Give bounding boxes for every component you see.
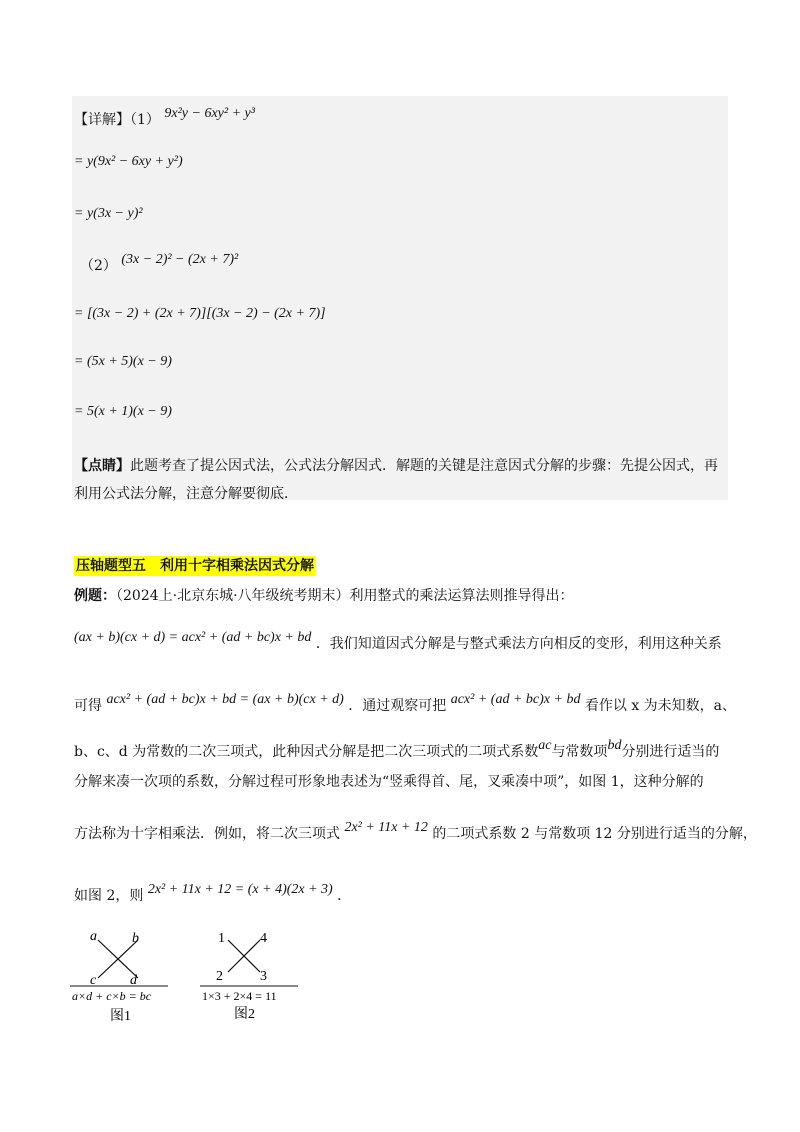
- step-4: = (5x + 5)(x − 9): [74, 354, 172, 369]
- fig2-result: 1×3 + 2×4 = 11: [202, 989, 277, 1003]
- solution-line-part2: [80, 252, 239, 277]
- formula-ac: ac: [538, 738, 552, 753]
- formula-3: acx² + (ad + bc)x + bd: [450, 692, 581, 707]
- example-label: 例题：: [74, 588, 116, 604]
- example-line-4: b、c、d 为常数的二次三项式，此种因式分解是把二次三项式的二项式系数ac与常数项bd分别进行适当的: [74, 738, 720, 760]
- fig1-b: b: [132, 931, 139, 946]
- solution-line-1: [74, 106, 255, 131]
- part2-expression: (3x − 2)² − (2x + 7)²: [121, 252, 239, 267]
- example-line-5: 分解来凑一次项的系数，分解过程可形象地表述为“竖乘得首、尾，叉乘凑中项”，如图 1，这种分解的: [74, 774, 704, 790]
- part2-label: （2）: [80, 258, 117, 274]
- solution-heading: 【详解】: [74, 112, 130, 128]
- formula-bd: bd: [607, 738, 622, 753]
- fig2-d: 3: [260, 969, 267, 984]
- fig2-c: 2: [216, 969, 223, 984]
- fig1-d: d: [130, 973, 137, 988]
- comment-line-2: 利用公式法分解，注意分解要彻底．: [74, 486, 298, 502]
- fig2-a: 1: [218, 931, 225, 946]
- example-line-2: (ax + b)(cx + d) = acx² + (ad + bc)x + bd ．我们知道因式分解是与整式乘法方向相反的变形，利用这种关系: [74, 630, 722, 652]
- cross-diagram-2: [198, 926, 302, 1026]
- fig1-result: a×d + c×b = bc: [72, 989, 152, 1003]
- fig1-c: c: [90, 973, 97, 988]
- formula-5: 2x² + 11x + 12 = (x + 4)(2x + 3): [147, 882, 333, 897]
- example-line-1: [74, 586, 574, 606]
- figure-2: [198, 926, 302, 1026]
- fig2-caption: 图2: [234, 1007, 255, 1022]
- step-2: = y(3x − y)²: [74, 206, 143, 221]
- step-1: = y(9x² − 6xy + y²): [74, 154, 183, 169]
- comment-paragraph: [74, 452, 728, 508]
- figure-1: [70, 926, 170, 1026]
- example-line-7: 如图 2，则 2x² + 11x + 12 = (x + 4)(2x + 3) ．: [74, 882, 352, 904]
- comment-line-1: 【点睛】此题考查了提公因式法，公式法分解因式．解题的关键是注意因式分解的步骤：先提公因式，再: [74, 458, 718, 474]
- example-source: （2024上·北京东城·八年级统考期末）利用整式的乘法运算法则推导得出：: [116, 588, 574, 604]
- step-5: = 5(x + 1)(x − 9): [74, 404, 172, 419]
- example-line-3: 可得 acx² + (ad + bc)x + bd = (ax + b)(cx + d) ．通过观察可把 acx² + (ad + bc)x + bd 看作以 x 为未知数，a、: [74, 692, 737, 714]
- step-3: = [(3x − 2) + (2x + 7)][(3x − 2) − (2x + 7)]: [74, 306, 326, 321]
- formula-4: 2x² + 11x + 12: [344, 820, 428, 835]
- section-title: 压轴题型五 利用十字相乘法因式分解: [76, 558, 314, 574]
- part1-expression: 9x²y − 6xy² + y³: [164, 106, 255, 121]
- part1-label: （1）: [130, 112, 160, 128]
- cross-diagram-1: [70, 926, 170, 1026]
- fig1-caption: 图1: [110, 1009, 131, 1024]
- example-line-6: 方法称为十字相乘法．例如，将二次三项式 2x² + 11x + 12 的二项式系数 2 与常数项 12 分别进行适当的分解，: [74, 820, 757, 842]
- formula-2: acx² + (ad + bc)x + bd = (ax + b)(cx + d): [106, 692, 344, 707]
- fig2-b: 4: [260, 931, 267, 946]
- comment-heading: 【点睛】: [74, 458, 130, 474]
- formula-1: (ax + b)(cx + d) = acx² + (ad + bc)x + bd: [74, 630, 312, 645]
- fig1-a: a: [90, 929, 97, 944]
